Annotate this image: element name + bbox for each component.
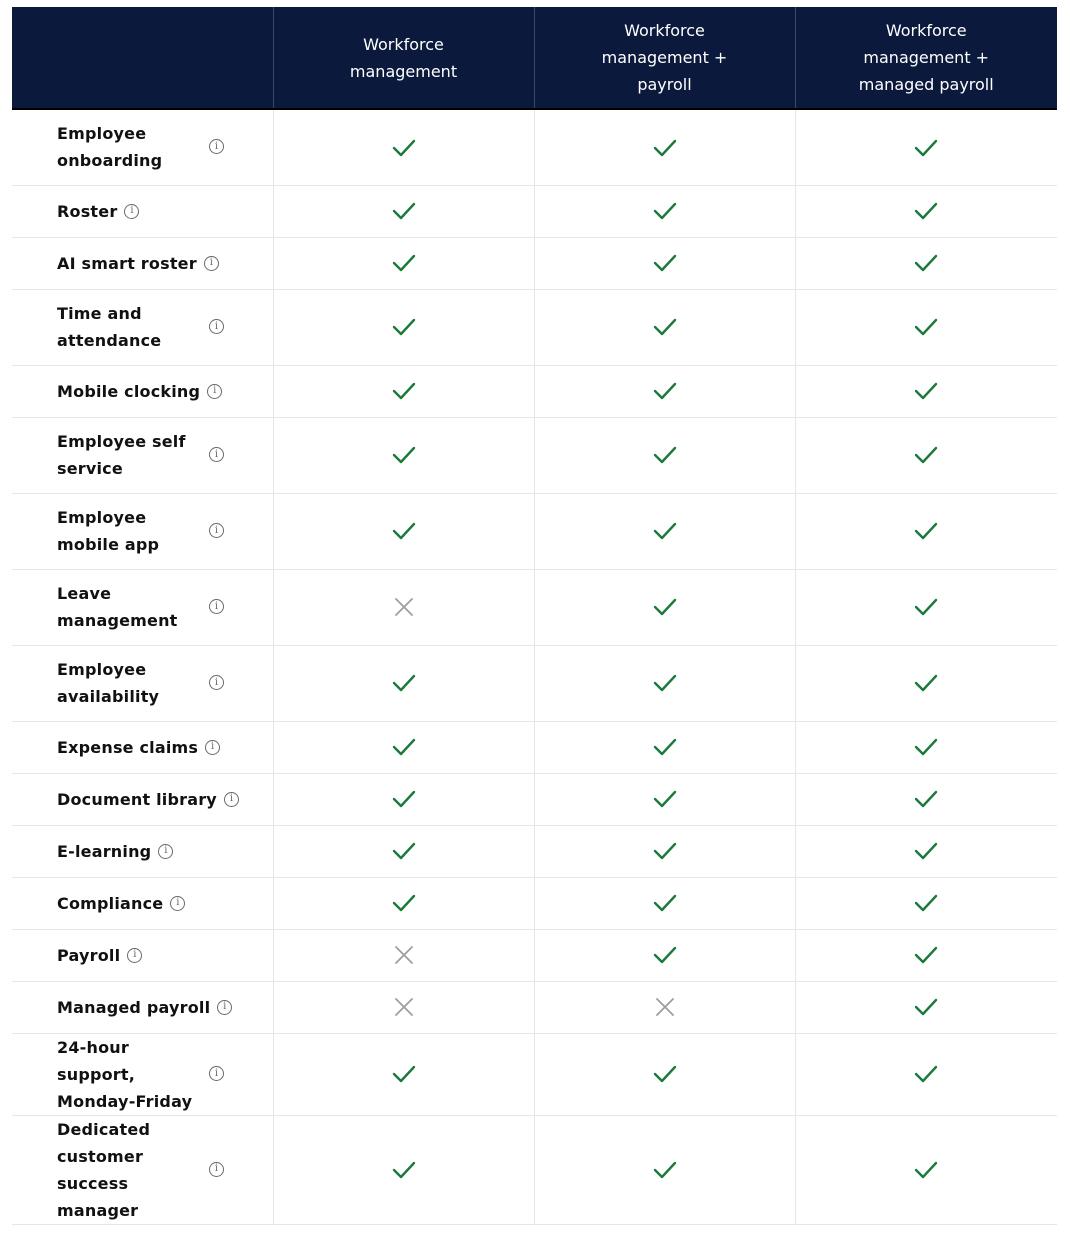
check-icon [653, 789, 677, 809]
included-cell [534, 645, 795, 721]
feature-name-wrapper [57, 580, 273, 634]
feature-label: Payroll [57, 945, 121, 965]
feature-name-cell [12, 981, 273, 1033]
check-icon [392, 789, 416, 809]
included-cell [534, 109, 795, 185]
feature-name-wrapper [57, 1034, 273, 1115]
header-row [12, 7, 1057, 109]
feature-name-cell [12, 1033, 273, 1115]
info-icon[interactable]: i [209, 139, 224, 154]
included-cell [273, 237, 534, 289]
info-icon[interactable]: i [207, 384, 222, 399]
header-corner-cell [12, 7, 273, 109]
included-cell [534, 569, 795, 645]
plan-title-line: managed payroll [858, 75, 994, 94]
feature-name-wrapper [57, 786, 273, 813]
included-cell [534, 289, 795, 365]
feature-label: AI smart roster [57, 253, 197, 273]
feature-name-wrapper [57, 1116, 273, 1224]
feature-name-cell [12, 365, 273, 417]
included-cell [795, 185, 1057, 237]
check-icon [914, 597, 938, 617]
included-cell [795, 569, 1057, 645]
cross-icon [394, 597, 414, 617]
check-icon [392, 893, 416, 913]
check-icon [653, 201, 677, 221]
plan-title-line: Workforce [624, 21, 705, 40]
info-icon[interactable]: i [224, 792, 239, 807]
feature-label: Document library [57, 789, 217, 809]
not-included-cell [273, 929, 534, 981]
feature-name-wrapper [57, 300, 273, 354]
check-icon [392, 841, 416, 861]
feature-name-wrapper [57, 838, 273, 865]
check-icon [653, 1064, 677, 1084]
included-cell [273, 109, 534, 185]
plan-comparison-table [12, 7, 1057, 1225]
plan-header-workforce-management-managed-payroll [795, 7, 1057, 109]
feature-name-wrapper [57, 656, 273, 710]
check-icon [392, 317, 416, 337]
not-included-cell [273, 569, 534, 645]
feature-name-cell [12, 929, 273, 981]
info-icon[interactable]: i [209, 675, 224, 690]
included-cell [273, 645, 534, 721]
check-icon [392, 201, 416, 221]
included-cell [534, 1115, 795, 1224]
plan-title-line: management + [601, 48, 728, 67]
feature-name-cell [12, 773, 273, 825]
feature-label: Compliance [57, 893, 164, 913]
included-cell [534, 773, 795, 825]
included-cell [273, 365, 534, 417]
feature-row [12, 365, 1057, 417]
info-icon[interactable]: i [205, 740, 220, 755]
feature-name-cell [12, 289, 273, 365]
check-icon [392, 381, 416, 401]
feature-label: 24-hour support, Monday-Friday [57, 1037, 193, 1111]
feature-row [12, 1115, 1057, 1224]
feature-label: Time and attendance [57, 304, 162, 350]
feature-row [12, 569, 1057, 645]
cross-icon [394, 945, 414, 965]
included-cell [795, 1115, 1057, 1224]
feature-name-wrapper [57, 994, 273, 1021]
check-icon [392, 138, 416, 158]
check-icon [914, 789, 938, 809]
feature-name-cell [12, 417, 273, 493]
included-cell [795, 981, 1057, 1033]
check-icon [653, 597, 677, 617]
check-icon [392, 521, 416, 541]
feature-row [12, 109, 1057, 185]
feature-row [12, 417, 1057, 493]
feature-row [12, 825, 1057, 877]
feature-name-cell [12, 721, 273, 773]
check-icon [653, 253, 677, 273]
check-icon [914, 445, 938, 465]
feature-name-wrapper [57, 378, 273, 405]
feature-row [12, 1033, 1057, 1115]
check-icon [392, 737, 416, 757]
check-icon [914, 1160, 938, 1180]
feature-name-cell [12, 109, 273, 185]
feature-rows [12, 109, 1057, 1224]
plan-title-line: payroll [637, 75, 692, 94]
included-cell [534, 365, 795, 417]
included-cell [534, 825, 795, 877]
plan-header-workforce-management [273, 7, 534, 109]
feature-name-cell [12, 237, 273, 289]
feature-row [12, 185, 1057, 237]
check-icon [914, 841, 938, 861]
included-cell [795, 365, 1057, 417]
check-icon [914, 893, 938, 913]
check-icon [653, 521, 677, 541]
check-icon [392, 1064, 416, 1084]
included-cell [273, 721, 534, 773]
included-cell [795, 417, 1057, 493]
feature-name-wrapper [57, 428, 273, 482]
included-cell [273, 493, 534, 569]
included-cell [795, 877, 1057, 929]
included-cell [795, 773, 1057, 825]
included-cell [534, 185, 795, 237]
check-icon [653, 893, 677, 913]
feature-row [12, 773, 1057, 825]
check-icon [653, 945, 677, 965]
plan-title-line: management + [863, 48, 990, 67]
included-cell [273, 289, 534, 365]
included-cell [795, 645, 1057, 721]
info-icon[interactable]: i [209, 319, 224, 334]
check-icon [914, 1064, 938, 1084]
included-cell [273, 877, 534, 929]
included-cell [795, 721, 1057, 773]
feature-name-cell [12, 645, 273, 721]
included-cell [795, 493, 1057, 569]
feature-label: Employee availability [57, 660, 160, 706]
feature-label: Managed payroll [57, 997, 211, 1017]
included-cell [795, 109, 1057, 185]
check-icon [653, 317, 677, 337]
included-cell [273, 825, 534, 877]
check-icon [914, 945, 938, 965]
feature-name-wrapper [57, 734, 273, 761]
feature-label: Mobile clocking [57, 381, 201, 401]
included-cell [534, 417, 795, 493]
info-icon[interactable]: i [204, 256, 219, 271]
check-icon [392, 1160, 416, 1180]
feature-row [12, 929, 1057, 981]
check-icon [914, 521, 938, 541]
feature-name-cell [12, 825, 273, 877]
check-icon [914, 201, 938, 221]
check-icon [653, 381, 677, 401]
feature-row [12, 237, 1057, 289]
feature-name-cell [12, 569, 273, 645]
included-cell [273, 417, 534, 493]
info-icon[interactable]: i [209, 447, 224, 462]
check-icon [653, 445, 677, 465]
feature-name-wrapper [57, 120, 273, 174]
info-icon[interactable]: i [124, 204, 139, 219]
info-icon[interactable]: i [170, 896, 185, 911]
info-icon[interactable]: i [209, 523, 224, 538]
check-icon [914, 673, 938, 693]
feature-row [12, 289, 1057, 365]
info-icon[interactable]: i [127, 948, 142, 963]
feature-name-wrapper [57, 942, 273, 969]
cross-icon [655, 997, 675, 1017]
info-icon[interactable]: i [217, 1000, 232, 1015]
info-icon[interactable]: i [209, 1066, 224, 1081]
check-icon [653, 841, 677, 861]
included-cell [795, 825, 1057, 877]
check-icon [914, 253, 938, 273]
plan-title-line: Workforce [885, 21, 967, 40]
check-icon [914, 997, 938, 1017]
feature-row [12, 493, 1057, 569]
comparison-table-container [12, 7, 1057, 1225]
feature-name-cell [12, 877, 273, 929]
check-icon [392, 445, 416, 465]
feature-label: Roster [57, 201, 118, 221]
feature-label: Employee self service [57, 432, 186, 478]
plan-header-workforce-management-payroll [534, 7, 795, 109]
included-cell [273, 185, 534, 237]
feature-row [12, 645, 1057, 721]
plan-title-line: Workforce [363, 34, 444, 54]
check-icon [392, 253, 416, 273]
included-cell [795, 237, 1057, 289]
feature-label: Expense claims [57, 737, 199, 757]
included-cell [534, 721, 795, 773]
cross-icon [394, 997, 414, 1017]
feature-name-cell [12, 185, 273, 237]
included-cell [273, 773, 534, 825]
feature-row [12, 877, 1057, 929]
feature-name-wrapper [57, 250, 273, 277]
included-cell [534, 877, 795, 929]
feature-name-wrapper [57, 198, 273, 225]
included-cell [534, 493, 795, 569]
feature-row [12, 721, 1057, 773]
not-included-cell [273, 981, 534, 1033]
info-icon[interactable]: i [158, 844, 173, 859]
included-cell [534, 1033, 795, 1115]
plan-title-line: management [349, 61, 458, 81]
check-icon [653, 673, 677, 693]
feature-label: E-learning [57, 841, 152, 861]
feature-name-wrapper [57, 890, 273, 917]
check-icon [914, 737, 938, 757]
included-cell [795, 929, 1057, 981]
included-cell [534, 237, 795, 289]
included-cell [273, 1033, 534, 1115]
not-included-cell [534, 981, 795, 1033]
check-icon [653, 138, 677, 158]
feature-label: Employee onboarding [57, 124, 163, 171]
check-icon [914, 381, 938, 401]
feature-label: Employee mobile app [57, 508, 160, 554]
info-icon[interactable]: i [209, 1162, 224, 1177]
included-cell [534, 929, 795, 981]
included-cell [795, 289, 1057, 365]
check-icon [914, 138, 938, 158]
included-cell [273, 1115, 534, 1224]
feature-label: Leave management [57, 584, 178, 630]
check-icon [653, 737, 677, 757]
check-icon [653, 1160, 677, 1180]
feature-name-cell [12, 1115, 273, 1224]
feature-row [12, 981, 1057, 1033]
info-icon[interactable]: i [209, 599, 224, 614]
feature-name-cell [12, 493, 273, 569]
feature-name-wrapper [57, 504, 273, 558]
check-icon [914, 317, 938, 337]
feature-label: Dedicated customer success manager [57, 1119, 151, 1220]
included-cell [795, 1033, 1057, 1115]
check-icon [392, 673, 416, 693]
